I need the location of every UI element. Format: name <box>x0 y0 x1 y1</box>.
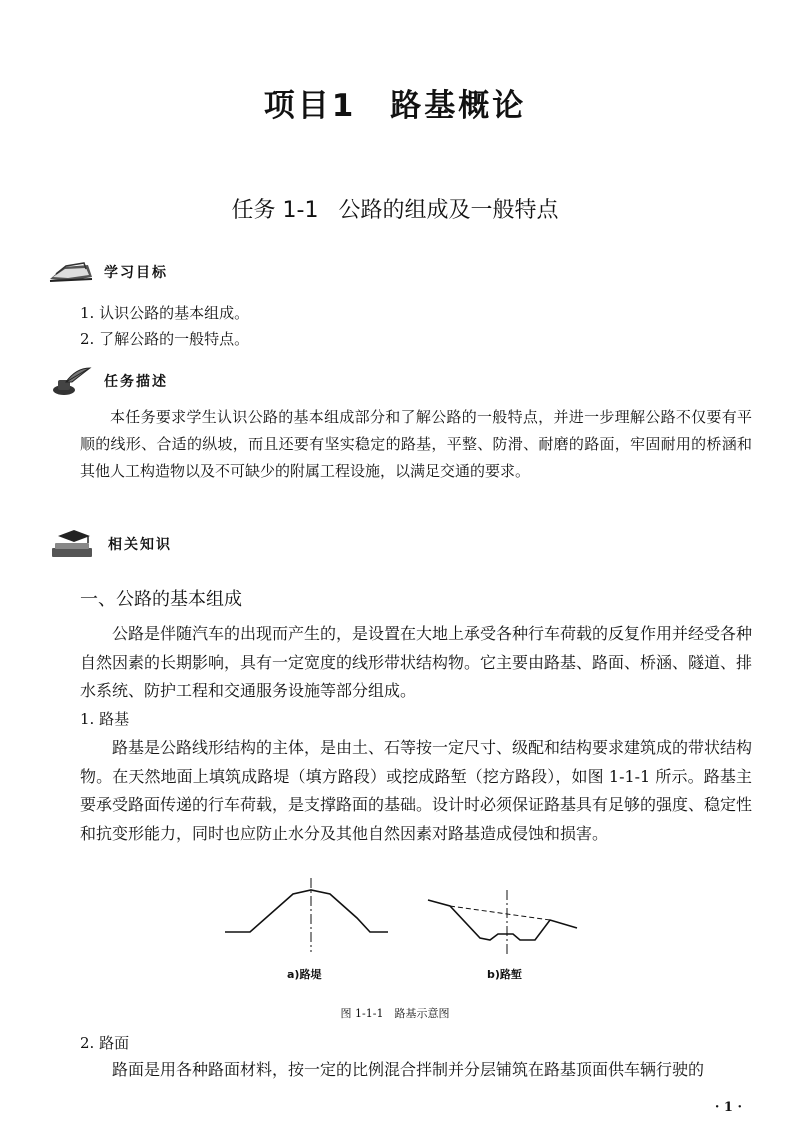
subgrade-text: 路基是公路线形结构的主体，是由土、石等按一定尺寸、级配和结构要求建筑成的带状结构物。在天然地面上填筑成路堤（填方路段）或挖成路堑（挖方路段），如图 1-1-1 所示。路基主要承受路面传递的行车荷载，是支撑路面的基础。设计时必须保证路基具有足够的强度、稳定性和抗变形能力，同时也应防止水分及其他自然因素对路基造成侵蚀和损害。 <box>80 738 753 843</box>
task-number: 任务 1-1 <box>231 198 319 223</box>
figure-label-cutting: b)路堑 <box>487 968 522 981</box>
embankment-diagram <box>225 878 388 952</box>
section-task-heading <box>48 365 168 397</box>
section-learning-title: 学习目标 <box>104 265 168 281</box>
learning-item-1: 1. 认识公路的基本组成。 <box>80 304 250 322</box>
page-number: · 1 · <box>714 1100 742 1115</box>
section-learning-heading <box>48 256 168 288</box>
cutting-diagram <box>428 890 577 956</box>
project-name: 路基概论 <box>390 88 527 124</box>
pavement-text: 路面是用各种路面材料，按一定的比例混合拌制并分层铺筑在路基顶面供车辆行驶的 <box>112 1060 705 1079</box>
subsection-pavement-heading: 2. 路面 <box>80 1034 130 1052</box>
project-title <box>0 80 790 125</box>
section-knowledge-heading <box>48 528 172 560</box>
subgrade-figure <box>0 860 790 980</box>
section-knowledge-title: 相关知识 <box>108 537 172 553</box>
figure-label-embankment: a)路堤 <box>287 968 322 981</box>
part1-heading: 一、公路的基本组成 <box>80 589 242 610</box>
part1-intro: 公路是伴随汽车的出现而产生的，是设置在大地上承受各种行车荷载的反复作用并经受各种自然因素的长期影响，具有一定宽度的线形带状结构物。它主要由路基、路面、桥涵、隧道、排水系统、防护工程和交通服务设施等部分组成。 <box>80 624 753 700</box>
section-task-title: 任务描述 <box>104 374 168 390</box>
graduation-cap-icon <box>48 528 98 560</box>
task-title <box>0 193 790 224</box>
subsection-subgrade-heading: 1. 路基 <box>80 710 130 728</box>
books-icon <box>48 259 94 285</box>
task-name: 公路的组成及一般特点 <box>338 198 559 223</box>
project-number: 项目1 <box>263 88 357 124</box>
task-description: 本任务要求学生认识公路的基本组成部分和了解公路的一般特点，并进一步理解公路不仅要有平顺的线形、合适的纵坡，而且还要有坚实稳定的路基，平整、防滑、耐磨的路面，牢固耐用的桥涵和其他人工构造物以及不可缺少的附属工程设施，以满足交通的要求。 <box>80 408 752 480</box>
quill-inkpot-icon <box>48 366 94 396</box>
figure-caption: 图 1-1-1 路基示意图 <box>340 1007 450 1020</box>
learning-item-2: 2. 了解公路的一般特点。 <box>80 330 250 348</box>
